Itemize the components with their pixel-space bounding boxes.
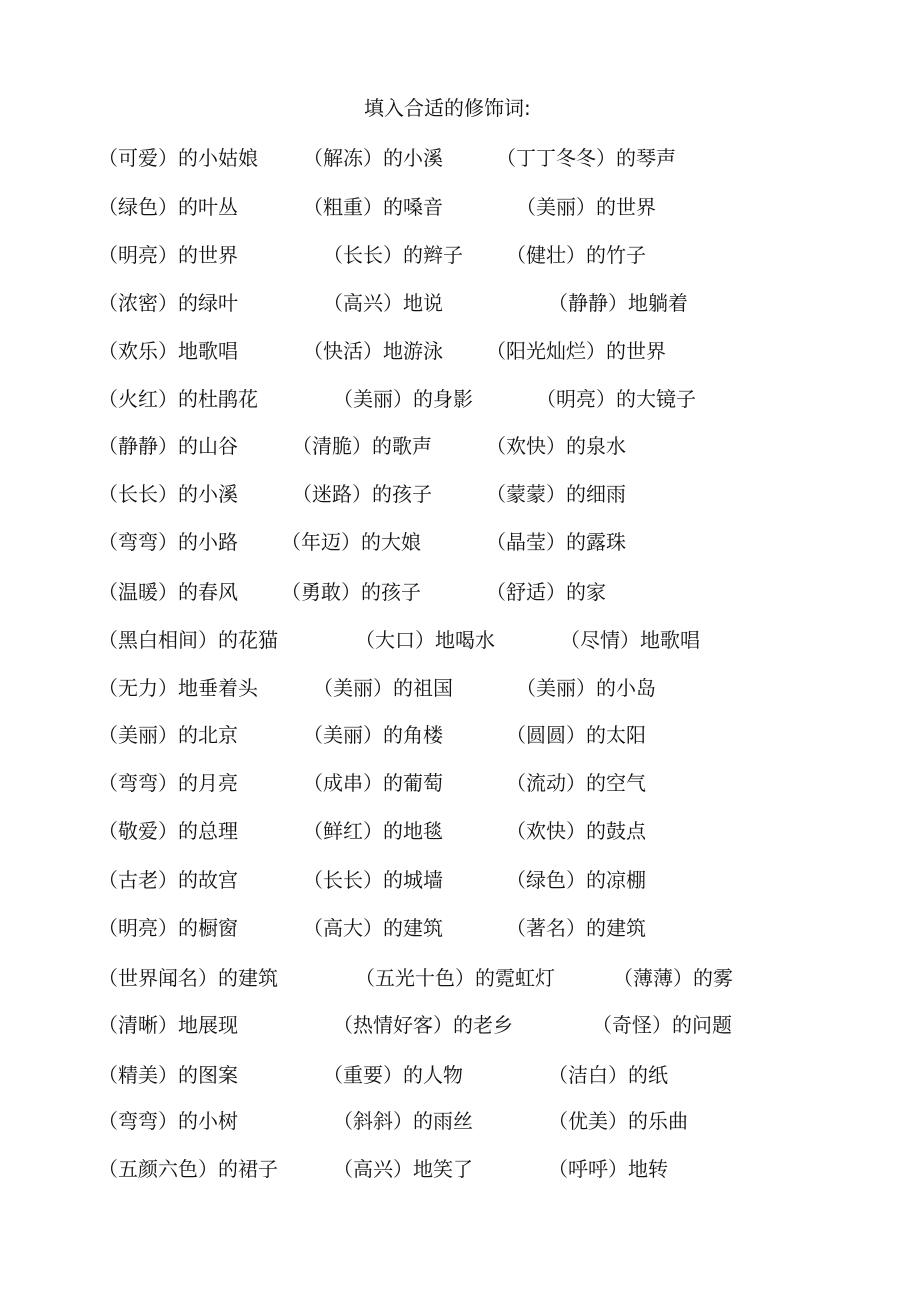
phrase-row: [0, 865, 920, 895]
phrase-item: （可爱）的小姑娘: [98, 146, 258, 170]
phrase-item: （绿色）的凉棚: [506, 868, 646, 892]
phrase-item: （五光十色）的霓虹灯: [355, 966, 555, 990]
phrase-row: [0, 816, 920, 846]
phrase-item: （优美）的乐曲: [548, 1109, 688, 1133]
page-title: 填入合适的修饰词:: [364, 96, 531, 120]
phrase-row: [0, 913, 920, 943]
phrase-item: （清脆）的歌声: [292, 434, 432, 458]
phrase-item: （欢乐）地歌唱: [98, 339, 238, 363]
phrase-item: （流动）的空气: [506, 771, 646, 795]
phrase-item: （明亮）的世界: [98, 243, 238, 267]
phrase-item: （明亮）的橱窗: [98, 916, 238, 940]
phrase-item: （美丽）的身影: [333, 387, 473, 411]
phrase-item: （静静）地躺着: [548, 291, 688, 315]
phrase-item: （大口）地喝水: [355, 628, 495, 652]
phrase-item: （舒适）的家: [486, 580, 606, 604]
phrase-item: （奇怪）的问题: [592, 1013, 732, 1037]
phrase-row: [0, 479, 920, 509]
phrase-item: （著名）的建筑: [506, 916, 646, 940]
phrase-item: （美丽）的北京: [98, 723, 238, 747]
phrase-item: （高大）的建筑: [303, 916, 443, 940]
phrase-item: （洁白）的纸: [548, 1063, 668, 1087]
phrase-row: [0, 673, 920, 703]
phrase-item: （美丽）的小岛: [516, 676, 656, 700]
phrase-item: （火红）的杜鹃花: [98, 387, 258, 411]
phrase-row: [0, 720, 920, 750]
phrase-item: （世界闻名）的建筑: [98, 966, 278, 990]
phrase-item: （丁丁冬冬）的琴声: [496, 146, 676, 170]
phrase-item: （尽情）地歌唱: [560, 628, 700, 652]
phrase-item: （绿色）的叶丛: [98, 195, 238, 219]
phrase-row: [0, 527, 920, 557]
phrase-item: （高兴）地笑了: [333, 1157, 473, 1181]
phrase-item: （迷路）的孩子: [292, 482, 432, 506]
phrase-item: （长长）的城墙: [303, 868, 443, 892]
phrase-item: （快活）地游泳: [303, 339, 443, 363]
phrase-item: （五颜六色）的裙子: [98, 1157, 278, 1181]
phrase-item: （美丽）的世界: [516, 195, 656, 219]
phrase-item: （黑白相间）的花猫: [98, 628, 278, 652]
phrase-item: （年迈）的大娘: [281, 530, 421, 554]
phrase-item: （美丽）的角楼: [303, 723, 443, 747]
phrase-row: [0, 143, 920, 173]
phrase-item: （温暖）的春风: [98, 580, 238, 604]
phrase-item: （健壮）的竹子: [506, 243, 646, 267]
phrase-item: （浓密）的绿叶: [98, 291, 238, 315]
phrase-item: （美丽）的祖国: [313, 676, 453, 700]
phrase-row: [0, 577, 920, 607]
phrase-item: （粗重）的嗓音: [303, 195, 443, 219]
phrase-item: （弯弯）的小树: [98, 1109, 238, 1133]
phrase-item: （解冻）的小溪: [303, 146, 443, 170]
phrase-item: （鲜红）的地毯: [303, 819, 443, 843]
phrase-row: [0, 1106, 920, 1136]
phrase-row: [0, 1060, 920, 1090]
phrase-item: （欢快）的鼓点: [506, 819, 646, 843]
phrase-row: [0, 384, 920, 414]
phrase-row: [0, 336, 920, 366]
phrase-item: （长长）的辫子: [323, 243, 463, 267]
phrase-item: （勇敢）的孩子: [281, 580, 421, 604]
phrase-item: （呼呼）地转: [548, 1157, 668, 1181]
phrase-item: （成串）的葡萄: [303, 771, 443, 795]
phrase-row: [0, 1154, 920, 1184]
phrase-row: [0, 288, 920, 318]
phrase-row: [0, 192, 920, 222]
phrase-item: （圆圆）的太阳: [506, 723, 646, 747]
phrase-row: [0, 1010, 920, 1040]
phrase-row: [0, 768, 920, 798]
phrase-item: （静静）的山谷: [98, 434, 238, 458]
phrase-item: （热情好客）的老乡: [333, 1013, 513, 1037]
phrase-item: （重要）的人物: [323, 1063, 463, 1087]
phrase-row: [0, 963, 920, 993]
phrase-item: （欢快）的泉水: [486, 434, 626, 458]
phrase-item: （晶莹）的露珠: [486, 530, 626, 554]
phrase-item: （精美）的图案: [98, 1063, 238, 1087]
phrase-item: （古老）的故宫: [98, 868, 238, 892]
phrase-item: （清晰）地展现: [98, 1013, 238, 1037]
phrase-item: （薄薄）的雾: [613, 966, 733, 990]
phrase-item: （明亮）的大镜子: [536, 387, 696, 411]
phrase-item: （弯弯）的小路: [98, 530, 238, 554]
phrase-item: （阳光灿烂）的世界: [486, 339, 666, 363]
phrase-item: （蒙蒙）的细雨: [486, 482, 626, 506]
phrase-item: （高兴）地说: [323, 291, 443, 315]
phrase-item: （长长）的小溪: [98, 482, 238, 506]
phrase-item: （弯弯）的月亮: [98, 771, 238, 795]
phrase-item: （敬爱）的总理: [98, 819, 238, 843]
phrase-row: [0, 431, 920, 461]
phrase-item: （斜斜）的雨丝: [333, 1109, 473, 1133]
phrase-row: [0, 625, 920, 655]
phrase-row: [0, 240, 920, 270]
phrase-item: （无力）地垂着头: [98, 676, 258, 700]
